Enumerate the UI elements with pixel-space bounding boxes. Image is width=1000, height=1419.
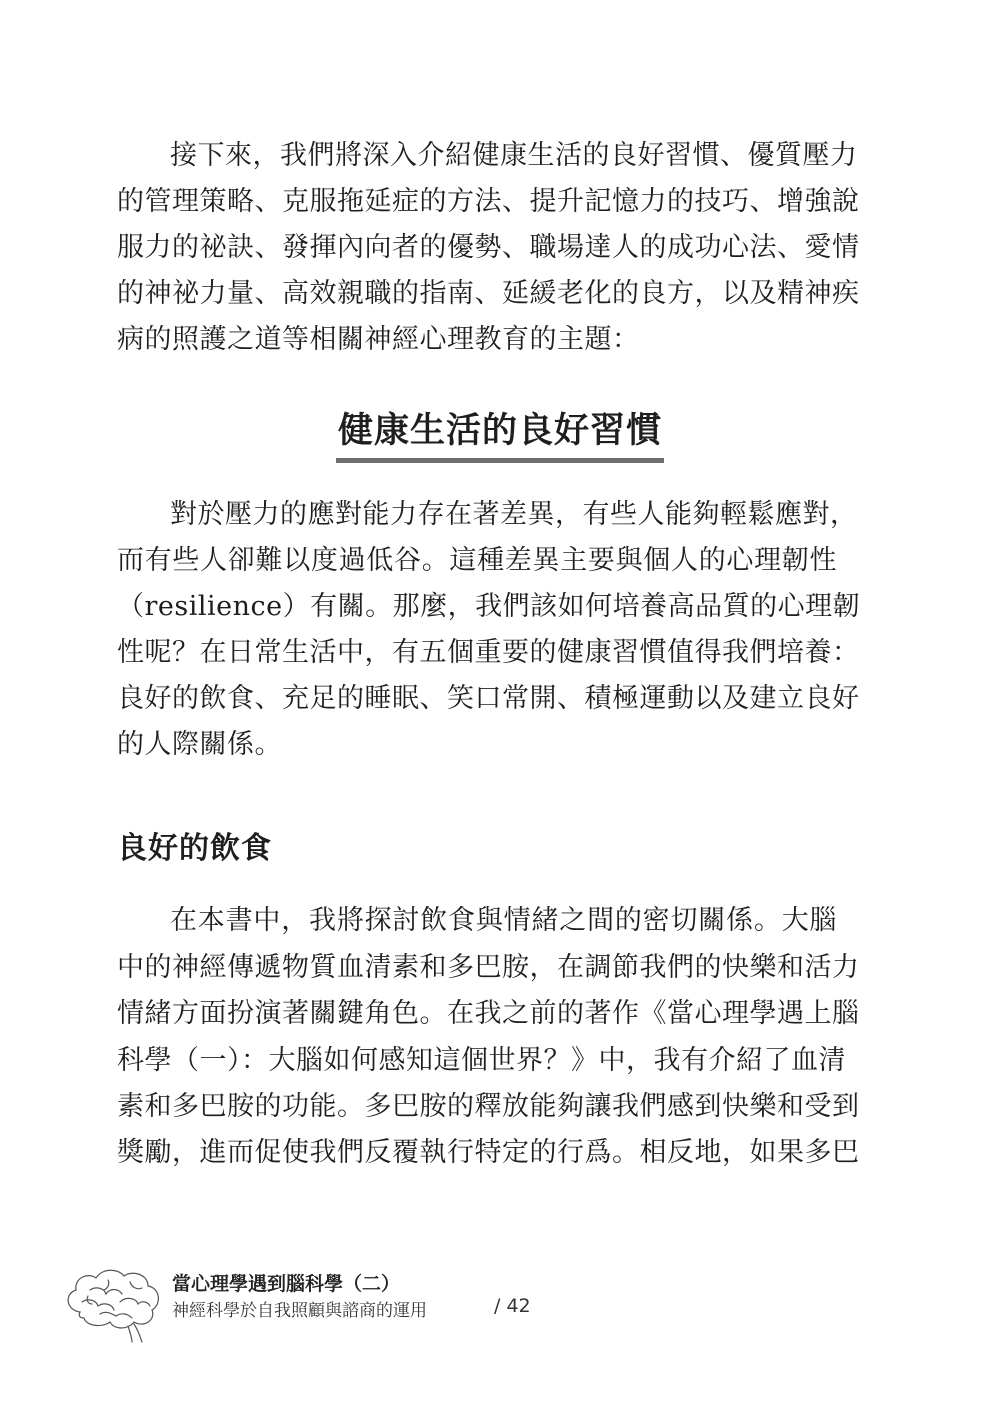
paragraph-line: 科學（一）：大腦如何感知這個世界？》中，我有介紹了血清 <box>117 1045 846 1076</box>
book-title: 當心理學遇到腦科學（二） <box>172 1273 401 1295</box>
paragraph-line: 病的照護之道等相關神經心理教育的主題： <box>117 324 640 355</box>
paragraph-line: 而有些人卻難以度過低谷。這種差異主要與個人的心理韌性 <box>117 545 837 576</box>
paragraph-line: 的神祕力量、高效親職的指南、延緩老化的良方，以及精神疾 <box>117 278 860 309</box>
paragraph-line: 良好的飲食、充足的睡眠、笑口常開、積極運動以及建立良好 <box>117 683 860 714</box>
section-heading-text: 健康生活的良好習慣 <box>336 408 664 463</box>
paragraph-line: 在本書中，我將探討飲食與情緒之間的密切關係。大腦 <box>170 905 837 936</box>
paragraph-line: 服力的祕訣、發揮內向者的優勢、職場達人的成功心法、愛情 <box>117 232 860 263</box>
paragraph-line: 中的神經傳遞物質血清素和多巴胺，在調節我們的快樂和活力 <box>117 952 860 983</box>
subsection-heading: 良好的飲食 <box>117 831 272 866</box>
paragraph-line: （resilience）有關。那麼，我們該如何培養高品質的心理韌 <box>117 591 861 622</box>
brain-icon <box>60 1262 168 1344</box>
paragraph-line: 的人際關係。 <box>117 729 282 760</box>
paragraph-line: 接下來，我們將深入介紹健康生活的良好習慣、優質壓力 <box>170 140 858 171</box>
section-heading <box>0 408 1000 458</box>
paragraph-line: 的管理策略、克服拖延症的方法、提升記憶力的技巧、增強說 <box>117 186 860 217</box>
book-subtitle: 神經科學於自我照顧與諮商的運用 <box>172 1301 427 1321</box>
paragraph-line: 素和多巴胺的功能。多巴胺的釋放能夠讓我們感到快樂和受到 <box>117 1091 860 1122</box>
page-number: / 42 <box>494 1295 531 1317</box>
paragraph-line: 獎勵，進而促使我們反覆執行特定的行爲。相反地，如果多巴 <box>117 1137 860 1168</box>
paragraph-line: 對於壓力的應對能力存在著差異，有些人能夠輕鬆應對， <box>170 499 858 530</box>
paragraph-line: 情緒方面扮演著關鍵角色。在我之前的著作《當心理學遇上腦 <box>117 998 860 1029</box>
paragraph-line: 性呢？在日常生活中，有五個重要的健康習慣值得我們培養： <box>117 637 860 668</box>
